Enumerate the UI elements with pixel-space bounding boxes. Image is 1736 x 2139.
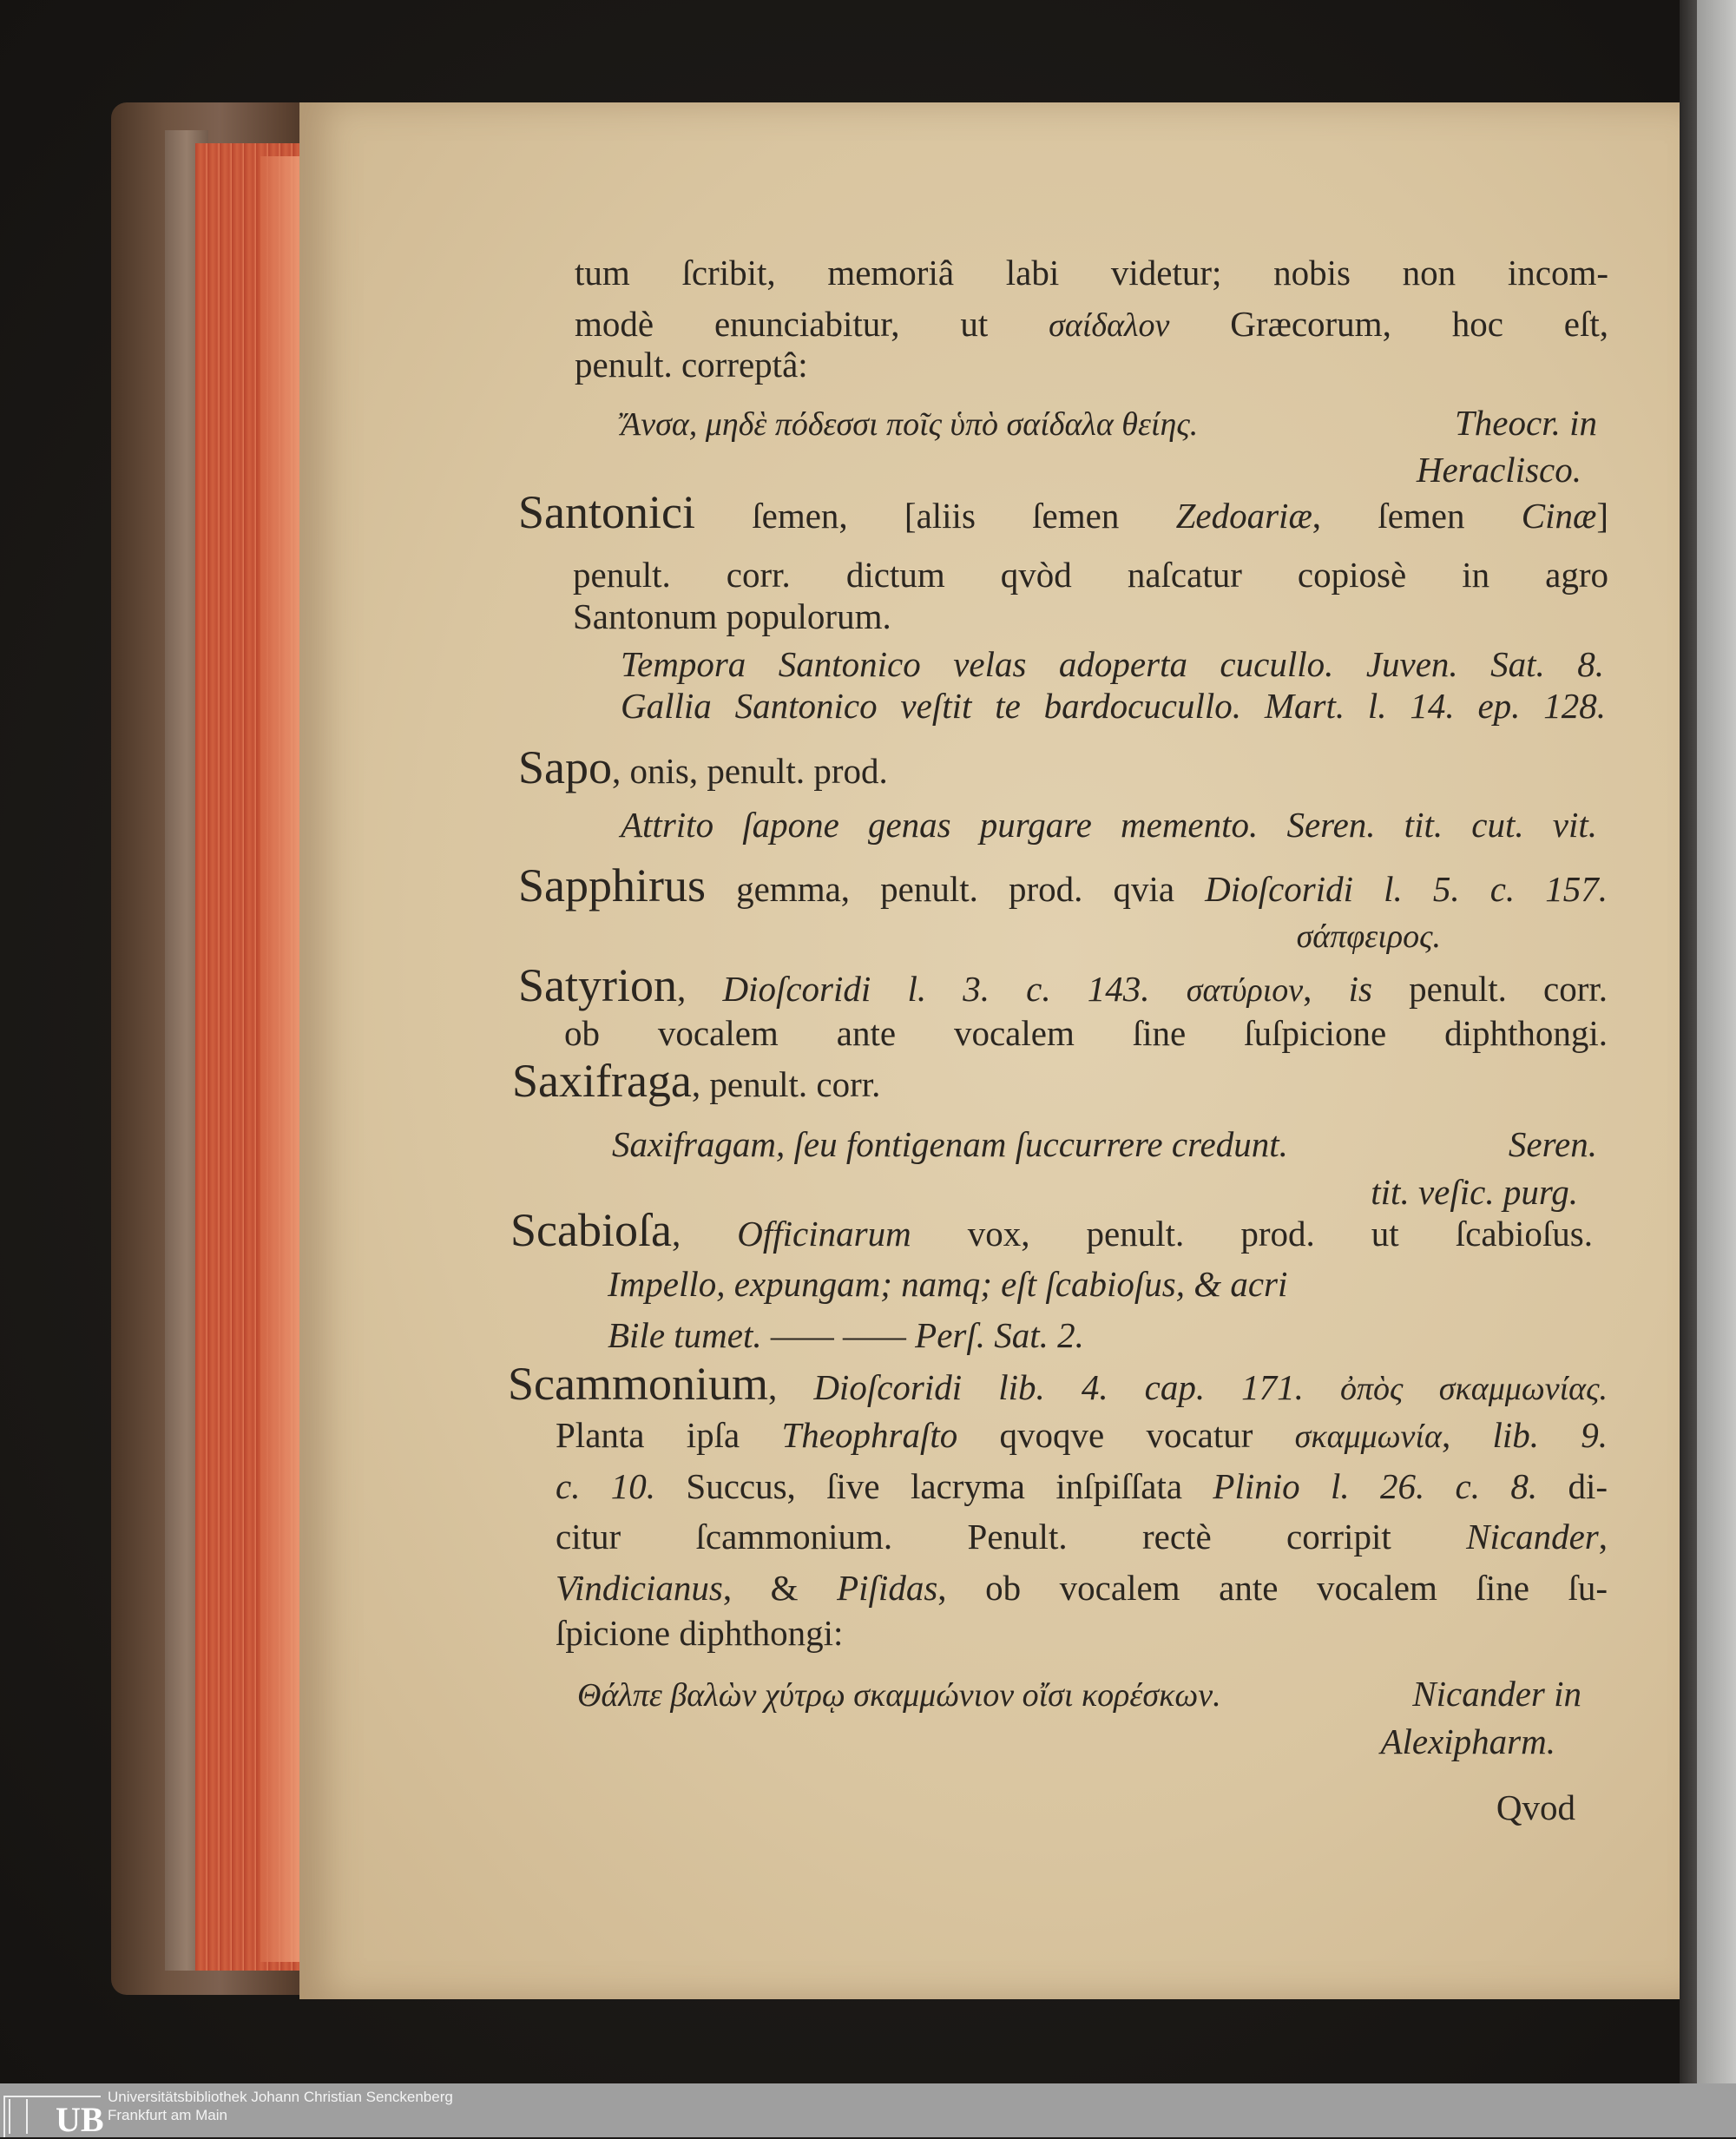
text-segment: , [1303,969,1349,1009]
text-line [621,681,1606,730]
text-line [1297,911,1441,959]
library-city: Frankfurt am Main [108,2107,227,2123]
italic-text: Piſidas [837,1568,938,1608]
text-segment: penult. corr. dictum qvòd naſcatur copiosè in agro [573,555,1608,595]
greek-text: ὀπὸς σκαμμωνίας. [1340,1371,1608,1407]
italic-text: Alexipharm. [1380,1721,1555,1761]
greek-text: σαίδαλον [1049,307,1170,344]
italic-text: Theocr. in [1455,403,1597,443]
text-line [510,1206,1593,1254]
citation [1455,398,1597,447]
italic-text: Impello, expungam; namq; eſt ſcabioſus, & acri [608,1264,1288,1304]
italic-text: Officinarum [737,1214,911,1254]
greek-text: σάπφειρος. [1296,918,1441,955]
text-line [512,1056,880,1105]
text-line [518,961,1608,1010]
text-segment: Qvod [1496,1787,1575,1827]
text-segment [1150,969,1187,1009]
italic-text: Dioſcoridi l. 5. c. 157. [1205,869,1608,909]
text-line [575,340,808,389]
text-line [608,1311,1084,1359]
citation [1412,1669,1581,1718]
headword: Satyrion [518,959,677,1011]
text-line [608,1260,1287,1308]
text-line [564,1009,1608,1057]
text-line [1417,445,1581,494]
text-segment [1304,1367,1340,1407]
text-segment: , [671,1214,738,1254]
headword: Sapo [518,741,612,793]
italic-text: Theophraſto [781,1415,958,1455]
italic-text: Attrito ſapone genas purgare memento. Seren. tit. cut. vit. [621,805,1597,845]
text-segment: , penult. corr. [691,1064,881,1104]
text-segment: , ſemen [1312,496,1522,536]
italic-text: tit. veſic. purg. [1371,1172,1578,1212]
text-line [1380,1717,1555,1766]
text-segment: tum ſcribit, memoriâ labi videtur; nobis non incom- [575,253,1608,293]
text-segment: gemma, penult. prod. qvia [706,869,1206,909]
greek-text: Ἄνσα, μηδὲ πόδεσσι ποῖς ὑπὸ σαίδαλα θείης. [621,406,1199,443]
headword: Santonici [518,486,695,538]
italic-text: Nicander in [1412,1674,1581,1714]
italic-text: lib. 9. [1492,1415,1608,1455]
text-line [573,592,891,641]
text-segment: qvoqve vocatur [957,1415,1295,1455]
headword: Scammonium [508,1358,768,1410]
text-segment: , [1441,1415,1493,1455]
italic-text: Nicander [1466,1517,1599,1557]
text-segment: ſpicione diphthongi: [556,1613,844,1653]
text-segment: Succus, ſive lacryma inſpiſſata [655,1466,1213,1506]
text-segment: Græcorum, hoc eſt, [1169,304,1609,344]
italic-text: c. 10. [556,1466,656,1506]
text-line [556,1462,1608,1510]
headword: Saxifraga [512,1055,692,1107]
logo-text: UB [56,2100,104,2139]
text-segment: Planta ipſa [556,1415,782,1455]
text-segment: ] [1596,496,1608,536]
italic-text: is [1348,969,1372,1009]
text-segment: di- [1537,1466,1608,1506]
library-name: Universitätsbibliothek Johann Christian Senckenberg [108,2089,453,2105]
text-segment: vox, penult. prod. ut ſcabioſus. [911,1214,1593,1254]
headword: Scabioſa [510,1204,672,1256]
text-line [556,1411,1608,1459]
greek-text: Θάλπε βαλὼν χύτρῳ σκαμμώνιον οἴσι κορέσκων. [577,1677,1221,1714]
footer-bar [0,2083,1736,2137]
greek-text: σκαμμωνία [1294,1418,1442,1455]
italic-text: Gallia Santonico veſtit te bardocucullo. Mart. l. 14. ep. 128. [621,686,1606,726]
text-line [518,861,1608,910]
adjacent-page-strip [1697,0,1736,2083]
text-segment: penult. correptâ: [575,345,808,385]
text-segment: , [677,969,723,1009]
text-line [621,398,1198,447]
headword: Sapphirus [518,859,706,912]
text-segment: Santonum populorum. [573,596,891,636]
text-segment: citur ſcammonium. Penult. rectè corripit [556,1517,1467,1557]
text-segment: penult. corr. [1371,969,1608,1009]
italic-text: Heraclisco. [1416,450,1581,490]
greek-text: σατύριον [1186,972,1304,1009]
text-line [612,1120,1288,1168]
text-segment: ſemen, [aliis ſemen [694,496,1176,536]
italic-text: Plinio l. 26. c. 8. [1213,1466,1538,1506]
text-line [556,1609,843,1657]
italic-text: Dioſcoridi l. 3. c. 143. [722,969,1150,1009]
logo-columns-icon [9,2099,28,2134]
italic-text: Saxifragam, ſeu fontigenam ſuccurrere credunt. [612,1124,1288,1164]
text-line [575,248,1608,297]
text-line [556,1563,1608,1612]
italic-text: Cinæ [1521,496,1597,536]
italic-text: Tempora Santonico velas adoperta cucullo. Juven. Sat. 8. [621,644,1604,684]
text-line [518,488,1608,536]
library-logo [3,2096,104,2139]
text-line [556,1512,1608,1561]
text-segment: , [767,1367,814,1407]
text-segment: modè enunciabitur, ut [575,304,1049,344]
italic-text: Bile tumet. —— —— Perſ. Sat. 2. [608,1315,1084,1355]
text-segment: , onis, penult. prod. [612,751,888,791]
italic-text: Seren. [1508,1124,1597,1164]
text-segment: ob vocalem ante vocalem ſine ſuſpicione diphthongi. [564,1013,1608,1053]
text-segment: , ob vocalem ante vocalem ſine ſu- [937,1568,1608,1608]
italic-text: Dioſcoridi lib. 4. cap. 171. [813,1367,1304,1407]
text-line [508,1359,1608,1408]
italic-text: Vindicianus [556,1568,723,1608]
text-line [621,800,1597,849]
text-line [1496,1783,1575,1832]
text-line [518,743,888,792]
text-segment: , [1598,1517,1608,1557]
italic-text: Zedoariæ [1175,496,1312,536]
text-segment: , & [722,1568,838,1608]
text-line [577,1669,1221,1718]
citation [1509,1120,1597,1168]
